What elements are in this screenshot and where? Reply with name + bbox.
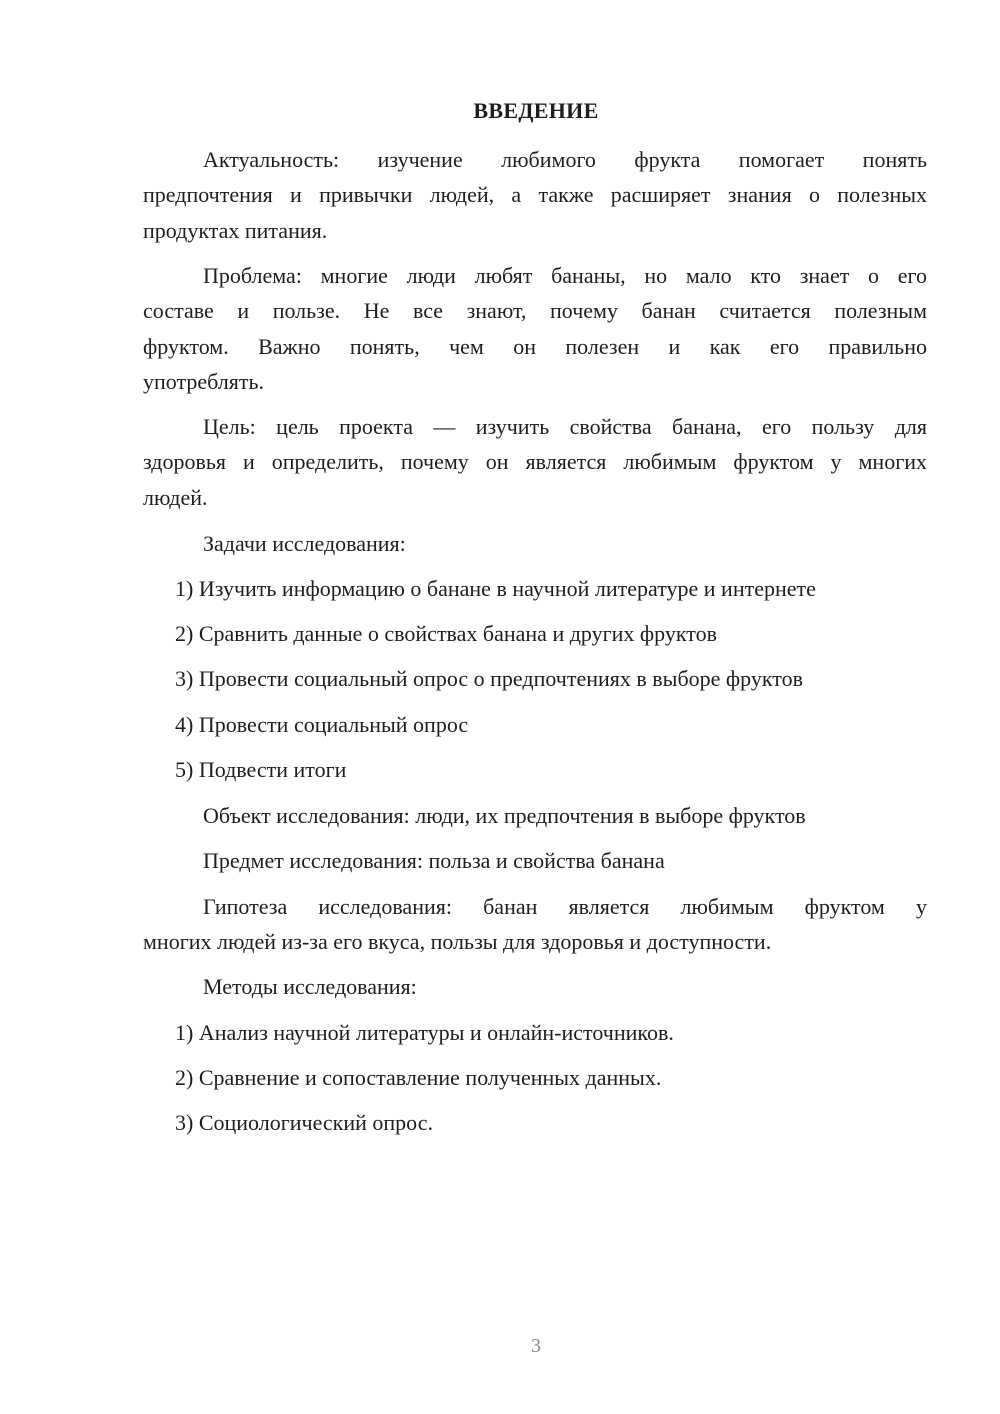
method-item-1: 1) Анализ научной литературы и онлайн-источников. — [175, 1020, 674, 1045]
research-subject: Предмет исследования: польза и свойства банана — [203, 848, 665, 873]
methods-heading: Методы исследования: — [203, 974, 417, 999]
goal-line-3: людей. — [143, 485, 208, 510]
task-item-3: 3) Провести социальный опрос о предпочтениях в выборе фруктов — [175, 666, 803, 691]
task-item-5: 5) Подвести итоги — [175, 757, 347, 782]
problem-line-3: фруктом. Важно понять, чем он полезен и как его правильно — [143, 334, 927, 359]
problem-line-2: составе и пользе. Не все знают, почему банан считается полезным — [143, 298, 927, 323]
task-item-1: 1) Изучить информацию о банане в научной литературе и интернете — [175, 576, 816, 601]
page-title: ВВЕДЕНИЕ — [473, 98, 599, 123]
method-item-3: 3) Социологический опрос. — [175, 1110, 433, 1135]
task-item-2: 2) Сравнить данные о свойствах банана и других фруктов — [175, 621, 717, 646]
page-number: 3 — [531, 1335, 541, 1357]
relevance-line-1: Актуальность: изучение любимого фрукта помогает понять — [203, 147, 927, 172]
goal-line-2: здоровья и определить, почему он является любимым фруктом у многих — [143, 449, 927, 474]
task-item-4: 4) Провести социальный опрос — [175, 712, 469, 737]
relevance-line-2: предпочтения и привычки людей, а также расширяет знания о полезных — [143, 182, 927, 207]
hypothesis-line-2: многих людей из-за его вкуса, пользы для здоровья и доступности. — [143, 929, 772, 954]
goal-line-1: Цель: цель проекта — изучить свойства банана, его пользу для — [203, 414, 927, 439]
relevance-line-3: продуктах питания. — [143, 218, 328, 243]
hypothesis-line-1: Гипотеза исследования: банан является любимым фруктом у — [203, 894, 927, 919]
tasks-heading: Задачи исследования: — [203, 531, 406, 556]
problem-line-1: Проблема: многие люди любят бананы, но мало кто знает о его — [203, 263, 927, 288]
problem-line-4: употреблять. — [143, 369, 265, 394]
research-object: Объект исследования: люди, их предпочтения в выборе фруктов — [203, 803, 806, 828]
method-item-2: 2) Сравнение и сопоставление полученных данных. — [175, 1065, 662, 1090]
